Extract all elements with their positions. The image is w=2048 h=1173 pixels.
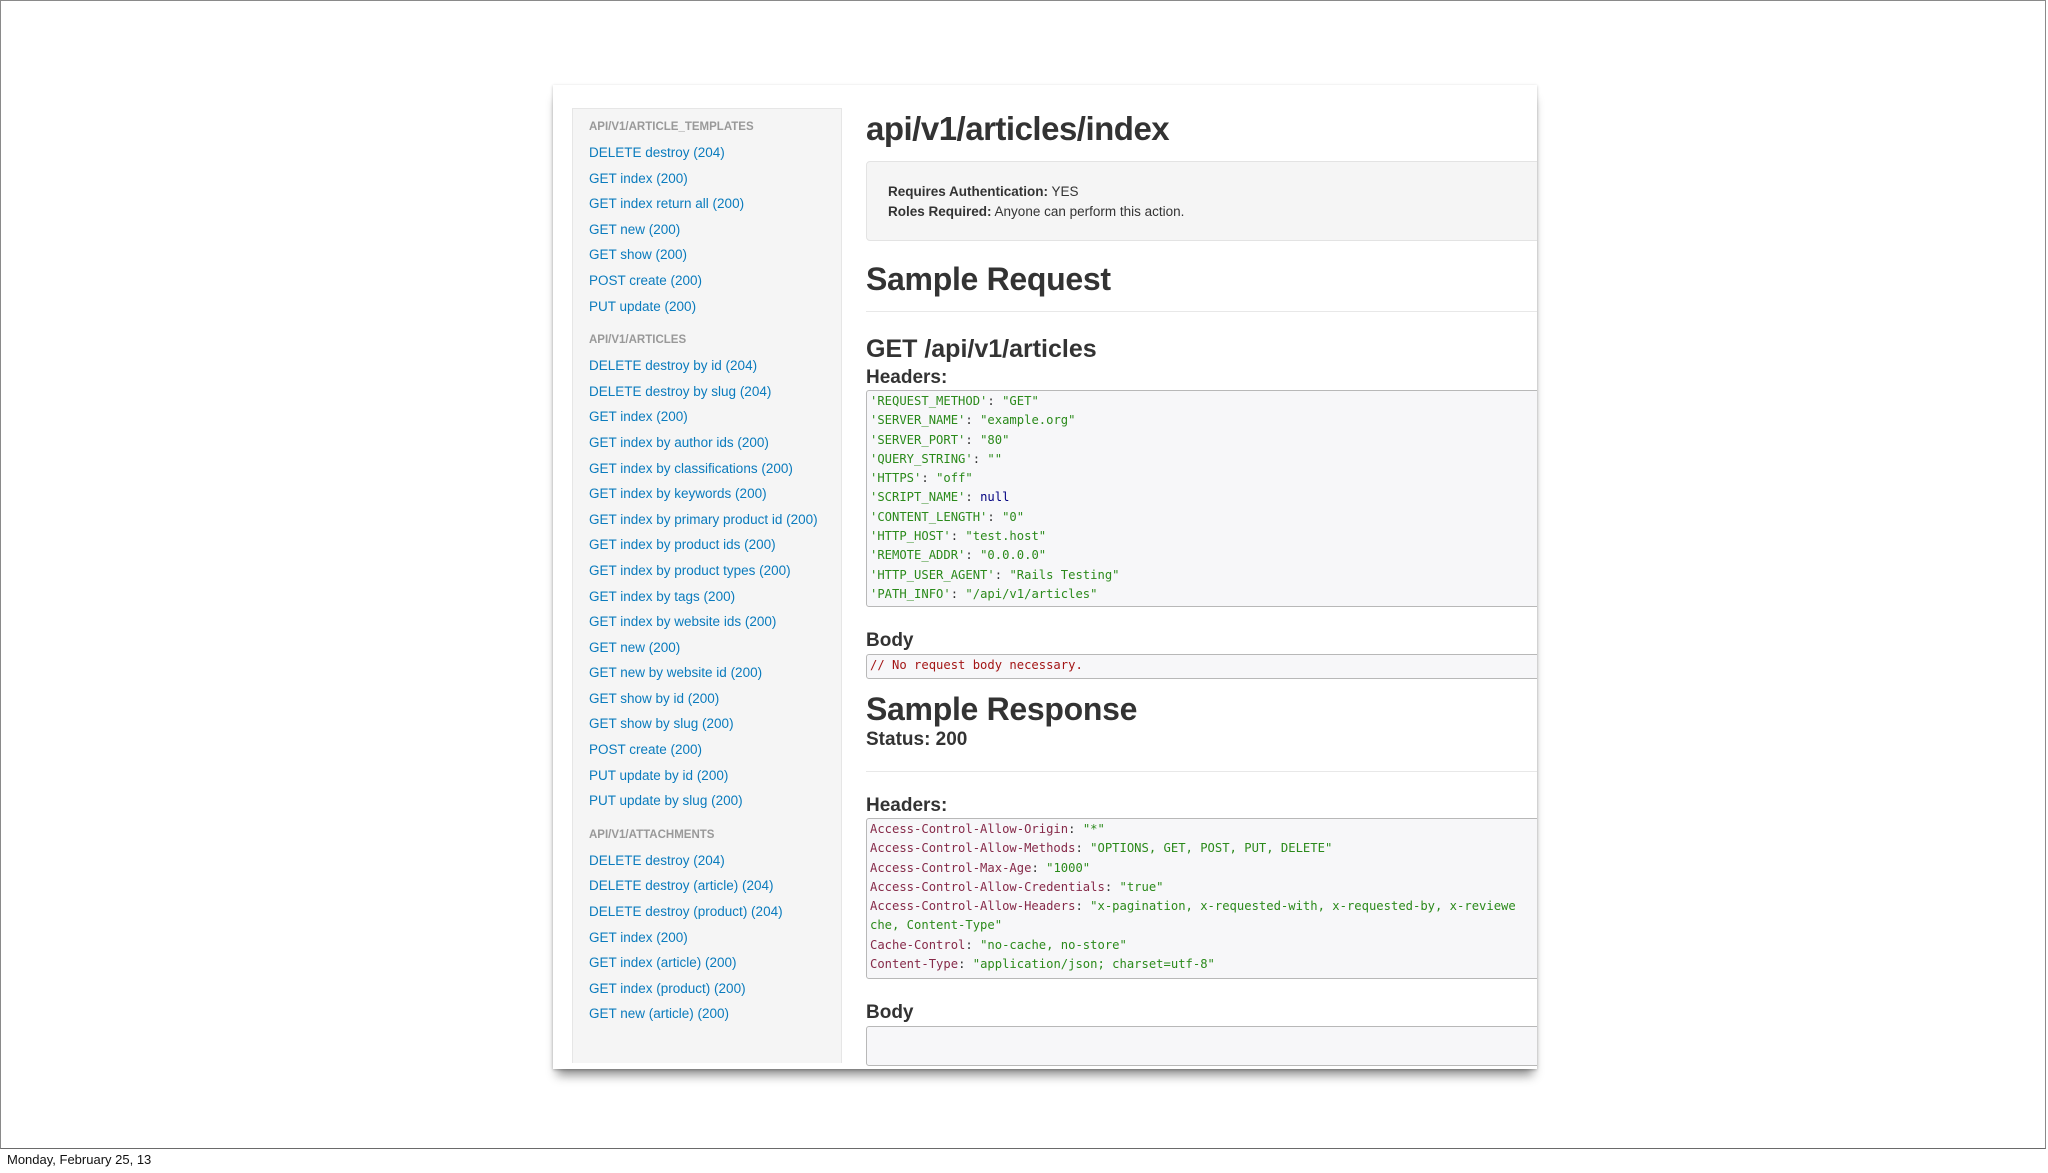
sample-response-title: Sample Response	[866, 691, 1138, 727]
nav-header: API/V1/ARTICLES	[589, 334, 687, 347]
nav-link[interactable]: GET index return all (200)	[589, 196, 745, 212]
nav-group-articles	[589, 334, 841, 814]
header-value: "GET"	[1002, 394, 1039, 408]
nav-link[interactable]: GET show by id (200)	[589, 690, 720, 706]
code-line: 'HTTPS': "off"	[870, 471, 973, 486]
header-value: "true"	[1119, 879, 1164, 894]
nav-link[interactable]: GET index (product) (200)	[589, 980, 746, 996]
auth-value: YES	[1051, 184, 1079, 199]
header-value: "application/json; charset=utf-8"	[972, 957, 1215, 972]
header-key: Access-Control-Allow-Origin	[870, 822, 1069, 836]
header-key: 'QUERY_STRING'	[870, 451, 973, 466]
nav-group-article-templates	[589, 121, 841, 319]
header-value: "off"	[936, 471, 973, 486]
header-key: 'PATH_INFO'	[870, 586, 951, 601]
request-headers-code	[866, 390, 1537, 607]
nav-link[interactable]: GET new (200)	[589, 639, 681, 655]
code-line: 'QUERY_STRING': ""	[870, 451, 1003, 466]
sidebar-nav	[572, 108, 842, 1063]
nav-link[interactable]: PUT update by slug (200)	[589, 793, 743, 809]
nav-link[interactable]: GET new by website id (200)	[589, 665, 763, 681]
nav-link[interactable]: PUT update (200)	[589, 298, 697, 314]
request-endpoint: GET /api/v1/articles	[866, 335, 1097, 363]
nav-link[interactable]: GET index by tags (200)	[589, 588, 736, 604]
header-key: Content-Type	[870, 957, 959, 972]
nav-link[interactable]: DELETE destroy (product) (204)	[589, 904, 783, 920]
code-line: Access-Control-Max-Age: "1000"	[870, 860, 1091, 875]
header-key: Access-Control-Allow-Methods	[870, 841, 1076, 856]
divider	[866, 311, 1537, 312]
nav-link[interactable]: GET index (200)	[589, 170, 688, 186]
nav-link[interactable]: DELETE destroy (article) (204)	[589, 878, 774, 894]
header-value: "x-pagination, x-requested-with, x-requested-by, x-reviewe	[1090, 899, 1516, 914]
header-value: "OPTIONS, GET, POST, PUT, DELETE"	[1090, 841, 1333, 856]
nav-link[interactable]: POST create (200)	[589, 272, 703, 288]
header-value: "80"	[980, 432, 1010, 447]
request-body-label: Body	[866, 630, 914, 651]
code-line: Access-Control-Allow-Credentials: "true"	[870, 879, 1164, 894]
code-line: 'CONTENT_LENGTH': "0"	[870, 509, 1025, 524]
header-key: Access-Control-Max-Age	[870, 860, 1032, 875]
header-key: Cache-Control	[870, 937, 966, 952]
code-line: Content-Type: "application/json; charset=utf-8"	[870, 957, 1215, 972]
header-value: "0"	[1002, 509, 1025, 524]
header-value: ""	[987, 451, 1003, 466]
request-body-code	[866, 654, 1537, 679]
header-key: Access-Control-Allow-Headers	[870, 899, 1076, 914]
nav-link[interactable]: GET index by product ids (200)	[589, 537, 776, 553]
nav-link[interactable]: GET index by keywords (200)	[589, 486, 767, 502]
code-line: 'PATH_INFO': "/api/v1/articles"	[870, 586, 1098, 601]
nav-link[interactable]: DELETE destroy by id (204)	[589, 358, 758, 374]
nav-link[interactable]: DELETE destroy (204)	[589, 145, 725, 160]
roles-line	[888, 202, 1537, 222]
main-content	[866, 107, 1537, 1069]
header-key: 'SERVER_NAME'	[870, 413, 966, 428]
code-line: Access-Control-Allow-Headers: "x-pagination, x-requested-with, x-requested-by, x-reviewe	[870, 899, 1516, 914]
code-line: Access-Control-Allow-Methods: "OPTIONS, GET, POST, PUT, DELETE"	[870, 841, 1333, 856]
header-value: "1000"	[1046, 860, 1091, 875]
response-status: Status: 200	[866, 729, 968, 750]
nav-link[interactable]: GET new (article) (200)	[589, 1006, 730, 1022]
nav-link[interactable]: GET index by product types (200)	[589, 562, 791, 578]
roles-value: Anyone can perform this action.	[994, 204, 1185, 219]
header-key: Access-Control-Allow-Credentials	[870, 879, 1105, 894]
nav-link[interactable]: DELETE destroy (204)	[589, 852, 725, 868]
response-headers-label: Headers:	[866, 795, 948, 816]
divider	[866, 771, 1537, 772]
header-key: 'HTTPS'	[870, 471, 922, 486]
header-key: 'HTTP_USER_AGENT'	[870, 567, 995, 582]
nav-link[interactable]: GET index by author ids (200)	[589, 434, 769, 450]
header-key: 'SERVER_PORT'	[870, 432, 966, 447]
code-line: 'SERVER_PORT': "80"	[870, 432, 1010, 447]
nav-link[interactable]: GET index by website ids (200)	[589, 614, 777, 630]
response-headers-code	[866, 818, 1537, 979]
code-line: 'REQUEST_METHOD': "GET"	[870, 394, 1039, 408]
nav-link[interactable]: GET show by slug (200)	[589, 716, 734, 732]
header-value: "0.0.0.0"	[980, 548, 1047, 563]
nav-link[interactable]: GET show (200)	[589, 247, 688, 263]
code-line: 'SCRIPT_NAME': null	[870, 490, 1010, 505]
code-line: 'SERVER_NAME': "example.org"	[870, 413, 1076, 428]
header-key: 'SCRIPT_NAME'	[870, 490, 966, 505]
header-value: "Rails Testing"	[1009, 567, 1120, 582]
code-line: 'REMOTE_ADDR': "0.0.0.0"	[870, 548, 1047, 563]
nav-link[interactable]: DELETE destroy by slug (204)	[589, 383, 772, 399]
request-body-comment: // No request body necessary.	[870, 658, 1083, 672]
roles-label: Roles Required:	[888, 204, 992, 219]
code-line	[870, 916, 1537, 935]
nav-link[interactable]: GET index by classifications (200)	[589, 460, 793, 476]
header-key: 'CONTENT_LENGTH'	[870, 509, 988, 524]
api-docs-screenshot	[553, 85, 1537, 1069]
code-line: 'HTTP_HOST': "test.host"	[870, 529, 1047, 544]
nav-link[interactable]: GET index by primary product id (200)	[589, 511, 818, 527]
nav-link[interactable]: PUT update by id (200)	[589, 767, 729, 783]
response-body-label: Body	[866, 1002, 914, 1023]
code-line: 'HTTP_USER_AGENT': "Rails Testing"	[870, 567, 1120, 582]
response-body-code	[866, 1026, 1537, 1066]
header-value: "/api/v1/articles"	[965, 586, 1098, 601]
nav-link[interactable]: GET index (article) (200)	[589, 955, 737, 971]
header-value: che, Content-Type"	[870, 918, 1003, 933]
header-key: 'REQUEST_METHOD'	[870, 394, 988, 408]
header-key: 'REMOTE_ADDR'	[870, 548, 966, 563]
nav-header: API/V1/ARTICLE_TEMPLATES	[589, 121, 754, 133]
code-line: Cache-Control: "no-cache, no-store"	[870, 937, 1127, 952]
nav-group-attachments	[589, 829, 841, 1027]
nav-link[interactable]: GET new (200)	[589, 221, 681, 237]
auth-label: Requires Authentication:	[888, 184, 1049, 199]
nav-link[interactable]: POST create (200)	[589, 742, 703, 758]
sample-request-title: Sample Request	[866, 261, 1111, 297]
header-value: "*"	[1082, 822, 1105, 836]
header-value: "no-cache, no-store"	[980, 937, 1127, 952]
page-title: api/v1/articles/index	[866, 110, 1170, 147]
auth-info-box	[866, 161, 1537, 241]
nav-link[interactable]: GET index (200)	[589, 929, 688, 945]
code-line: Access-Control-Allow-Origin: "*"	[870, 822, 1105, 836]
header-key: 'HTTP_HOST'	[870, 529, 951, 544]
nav-header: API/V1/ATTACHMENTS	[589, 828, 715, 841]
nav-link[interactable]: GET index (200)	[589, 409, 688, 425]
header-value: "example.org"	[980, 413, 1076, 428]
auth-line	[888, 182, 1537, 202]
header-value: null	[980, 490, 1010, 505]
request-headers-label: Headers:	[866, 367, 948, 388]
slide-date: Monday, February 25, 13	[7, 1152, 152, 1167]
header-value: "test.host"	[965, 529, 1047, 544]
